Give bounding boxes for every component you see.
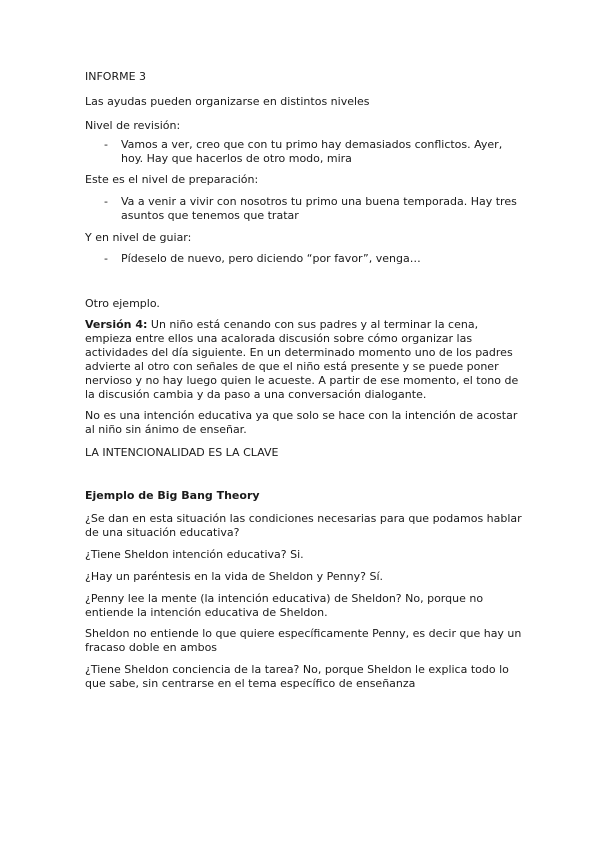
bullet-dash: -	[104, 195, 108, 208]
bbt-heading: Ejemplo de Big Bang Theory	[85, 489, 260, 502]
level1-heading: Nivel de revisión:	[85, 119, 181, 132]
question-3: ¿Hay un paréntesis en la vida de Sheldon y Penny? Sí.	[85, 570, 383, 583]
level3-heading: Y en nivel de guiar:	[85, 231, 192, 244]
question-6: ¿Tiene Sheldon conciencia de la tarea? No, porque Sheldon le explica todo lo que sabe, sin centrarse en el tema específico de enseñanza	[85, 663, 509, 690]
key-statement: LA INTENCIONALIDAD ES LA CLAVE	[85, 446, 279, 459]
level2-heading: Este es el nivel de preparación:	[85, 173, 259, 186]
bullet-dash: -	[104, 138, 108, 151]
other-example: Otro ejemplo.	[85, 297, 160, 310]
version-paragraph	[85, 318, 525, 402]
bullet-dash: -	[104, 252, 108, 265]
report-title: INFORME 3	[85, 70, 147, 83]
level1-item: Vamos a ver, creo que con tu primo hay demasiados conflictos. Ayer, hoy. Hay que hacerlos de otro modo, mira	[121, 138, 503, 165]
intro-paragraph: Las ayudas pueden organizarse en distintos niveles	[85, 95, 370, 108]
level3-item: Pídeselo de nuevo, pero diciendo “por favor”, venga…	[121, 252, 421, 265]
question-4: ¿Penny lee la mente (la intención educativa) de Sheldon? No, porque no entiende la intención educativa de Sheldon.	[85, 592, 484, 619]
question-1: ¿Se dan en esta situación las condiciones necesarias para que podamos hablar de una situación educativa?	[85, 512, 522, 539]
question-2: ¿Tiene Sheldon intención educativa? Si.	[85, 548, 304, 561]
not-educational-paragraph: No es una intención educativa ya que solo se hace con la intención de acostar al niño sin ánimo de enseñar.	[85, 409, 518, 436]
question-5: Sheldon no entiende lo que quiere específicamente Penny, es decir que hay un fracaso doble en ambos	[85, 627, 522, 654]
version-label: Versión 4:	[85, 318, 148, 331]
version-text: Un niño está cenando con sus padres y al terminar la cena, empieza entre ellos una acalorada discusión sobre cómo organizar las actividades del día siguiente. En un determinado momento uno de los padres advierte al otro con señales de que el niño está presente y se puede poner nervioso y no hay luego quien le acueste. A partir de ese momento, el tono de la discusión cambia y da paso a una conversación dialogante.	[85, 318, 519, 401]
level2-item: Va a venir a vivir con nosotros tu primo una buena temporada. Hay tres asuntos que tenemos que tratar	[121, 195, 517, 222]
